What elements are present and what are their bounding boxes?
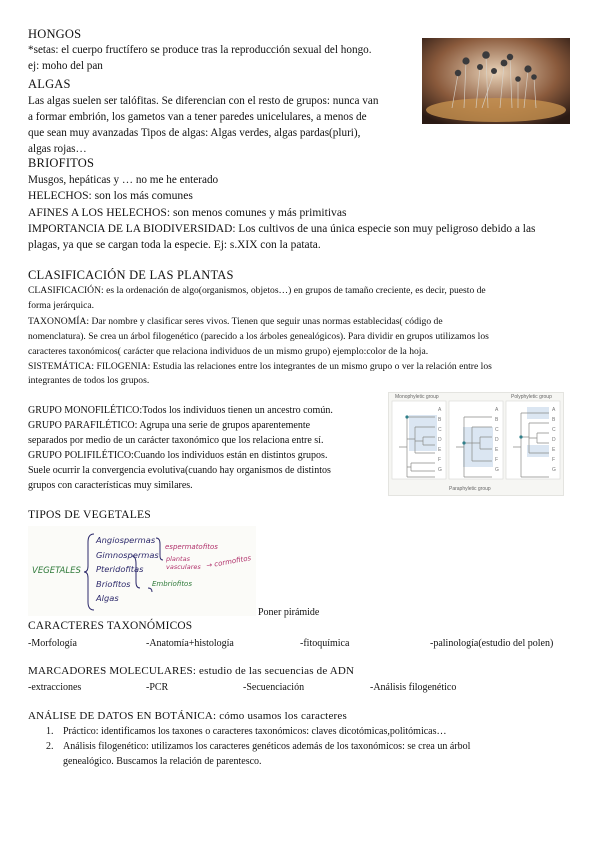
clasificacion-heading: CLASIFICACIÓN DE LAS PLANTAS bbox=[28, 268, 234, 282]
bread-mold-photo bbox=[422, 38, 570, 124]
marcadores-heading: MARCADORES MOLECULARES: estudio de las secuencias de ADN bbox=[28, 665, 355, 677]
panel-caption: Paraphyletic group bbox=[449, 486, 491, 492]
panel-label: Monophyletic group bbox=[395, 394, 439, 400]
analisis-item-continuation: genealógico. Buscamos la relación de parentesco. bbox=[63, 756, 262, 767]
tip-labels: A B C D E F G bbox=[552, 407, 556, 473]
taxonomia-line: caracteres taxonómicos( carácter que relaciona individuos de un mismo grupo) ejemplo:color de la hoja. bbox=[28, 346, 429, 357]
group-label: espermatofitos bbox=[165, 543, 218, 551]
vegetales-root-label: VEGETALES bbox=[32, 566, 81, 576]
caracteres-heading: CARACTERES TAXONÓMICOS bbox=[28, 620, 193, 632]
vegetales-handwritten-scheme bbox=[28, 526, 256, 616]
grupo-line: GRUPO POLIFILÉTICO:Cuando los individuos están en distintos grupos. bbox=[28, 450, 328, 461]
clasificacion-line: CLASIFICACIÓN: es la ordenación de algo(organismos, objetos…) en grupos de tamaño creciente, es decir, puesto de bbox=[28, 285, 486, 296]
group-label: Embriofitos bbox=[152, 580, 192, 588]
analisis-heading: ANÁLISE DE DATOS EN BOTÁNICA: cómo usamos los caracteres bbox=[28, 710, 347, 722]
sistematica-line: integrantes de todos los grupos. bbox=[28, 375, 150, 386]
algas-line: a formar embrión, los gametos van a tener paredes unicelulares, a menos de bbox=[28, 111, 367, 123]
tipos-heading: TIPOS DE VEGETALES bbox=[28, 508, 151, 521]
vegetal-item: Briofitos bbox=[96, 578, 131, 589]
analisis-item-text: Análisis filogenético: utilizamos los caracteres genéticos además de los taxonómicos: se crea un árbol bbox=[63, 741, 471, 752]
importancia-line: IMPORTANCIA DE LA BIODIVERSIDAD: Los cultivos de una única especie son muy peligroso debido a las bbox=[28, 223, 536, 235]
grupo-line: Suele ocurrir la convergencia evolutiva(cuando hay organismos de distintos bbox=[28, 465, 331, 476]
caracter-item: -Morfología bbox=[28, 638, 77, 649]
analisis-item-number: 1. bbox=[46, 726, 54, 737]
vegetal-item: Pteridofitas bbox=[96, 564, 144, 574]
group-label: plantas vasculares bbox=[166, 555, 201, 571]
caracter-item: -palinología(estudio del polen) bbox=[430, 638, 554, 649]
taxonomia-line: nomenclatura). Se crea un árbol filogenético (parecido a los árboles genealógicos). Para dividir en grupos utilizamos los bbox=[28, 331, 489, 342]
helechos-text: HELECHOS: son los más comunes bbox=[28, 189, 193, 202]
grupo-line: grupos con características muy similares. bbox=[28, 480, 193, 491]
phylogeny-diagram bbox=[388, 392, 564, 496]
briofitos-text: Musgos, hepáticas y … no me he enterado bbox=[28, 174, 219, 186]
analisis-item-number: 2. bbox=[46, 741, 54, 752]
briofitos-heading: BRIOFITOS bbox=[28, 156, 95, 170]
panel-label: Polyphyletic group bbox=[511, 394, 552, 400]
importancia-line: plagas, ya que se cargan toda la especie. Ej: s.XIX con la patata. bbox=[28, 239, 321, 251]
hongos-heading: HONGOS bbox=[28, 27, 82, 41]
algas-line: Las algas suelen ser talófitas. Se diferencian con el resto de grupos: nunca van bbox=[28, 95, 379, 107]
vegetal-item: Angiospermas bbox=[96, 535, 156, 545]
tip-labels: A B C D E F G bbox=[438, 407, 442, 473]
caracter-item: -fitoquímica bbox=[300, 638, 350, 649]
marcador-item: -Análisis filogenético bbox=[370, 682, 457, 693]
vegetal-item: Algas bbox=[96, 593, 119, 603]
marcador-item: -extracciones bbox=[28, 682, 82, 693]
tip-labels: A B C D E F G bbox=[495, 407, 499, 473]
hongos-example-text: ej: moho del pan bbox=[28, 60, 103, 72]
algas-line: algas rojas… bbox=[28, 143, 87, 155]
hongos-setas-text: *setas: el cuerpo fructífero se produce tras la reproducción sexual del hongo. bbox=[28, 44, 372, 56]
grupo-line: GRUPO MONOFILÉTICO:Todos los individuos tienen un ancestro común. bbox=[28, 405, 333, 416]
poner-piramide-note: Poner pirámide bbox=[258, 607, 320, 618]
algas-line: que sean muy avanzadas Tipos de algas: Algas verdes, algas pardas(pluri), bbox=[28, 127, 361, 139]
analisis-item-text: Práctico: identificamos los taxones o caracteres taxonómicos: claves dicotómicas,politómicas… bbox=[63, 726, 447, 737]
vegetales-list bbox=[96, 533, 159, 606]
marcador-item: -PCR bbox=[146, 682, 169, 693]
grupo-line: GRUPO PARAFILÉTICO: Agrupa una serie de grupos aparentemente bbox=[28, 420, 311, 431]
grupo-line: separados por medio de un carácter taxonómico que los relaciona entre sí. bbox=[28, 435, 324, 446]
vegetal-item: Gimnospermas bbox=[96, 549, 159, 560]
marcador-item: -Secuenciación bbox=[243, 682, 305, 693]
taxonomia-line: TAXONOMÍA: Dar nombre y clasificar seres vivos. Tienen que seguir unas normas establecidas( código de bbox=[28, 316, 443, 327]
caracter-item: -Anatomía+histología bbox=[146, 638, 234, 649]
afines-text: AFINES A LOS HELECHOS: son menos comunes y más primitivas bbox=[28, 206, 347, 219]
sistematica-line: SISTEMÁTICA: FILOGENIA: Estudia las relaciones entre los integrantes de un mismo grupo o ver la relación entre los bbox=[28, 361, 492, 372]
clasificacion-line: forma jerárquica. bbox=[28, 300, 95, 311]
group-label: → cormofitos bbox=[205, 554, 252, 570]
algas-heading: ALGAS bbox=[28, 77, 71, 91]
